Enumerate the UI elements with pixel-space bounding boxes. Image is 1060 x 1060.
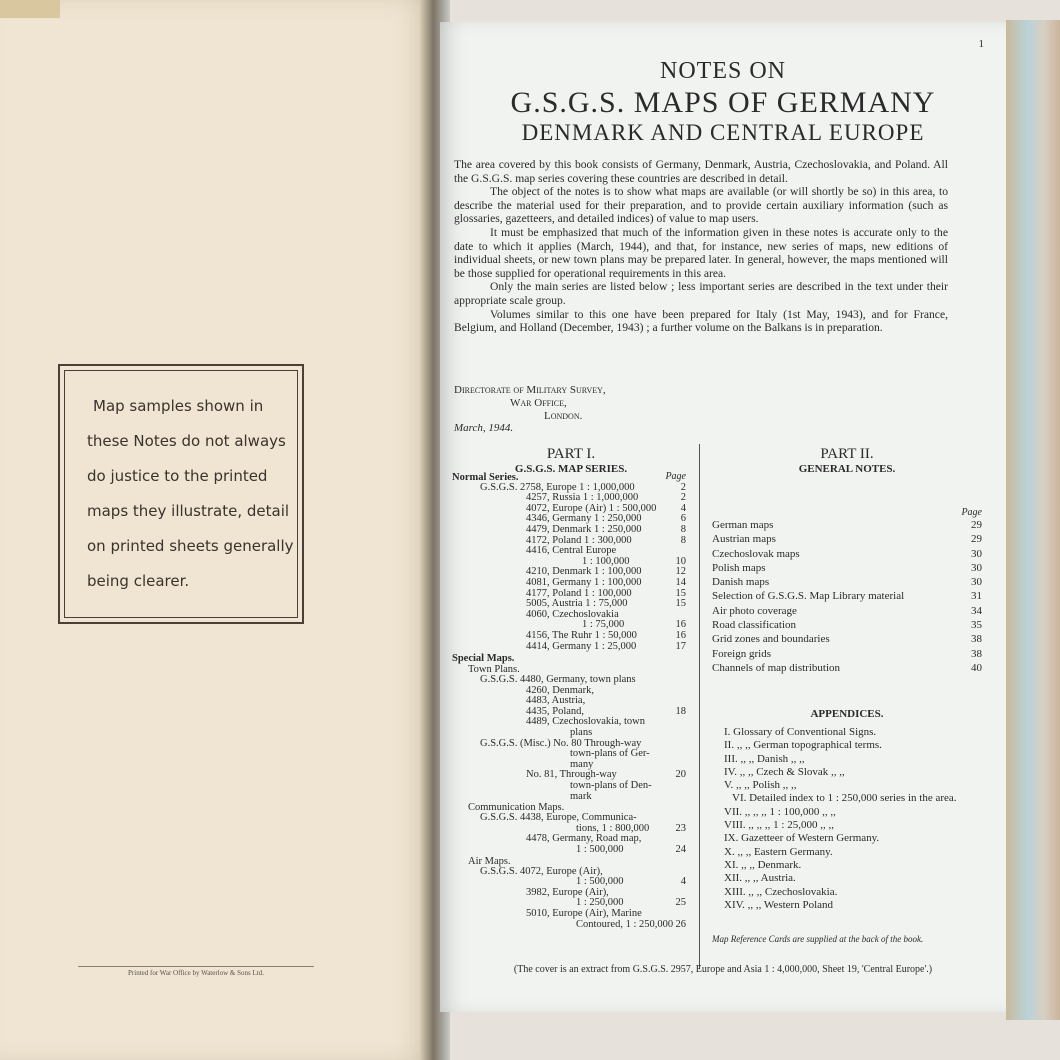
air-row-page: 4 bbox=[680, 876, 686, 888]
normal-series-header bbox=[452, 472, 690, 483]
general-note-label: Czechoslovak maps bbox=[712, 547, 800, 560]
notice-line: on printed sheets generally bbox=[87, 537, 294, 555]
series-row bbox=[452, 610, 690, 621]
part1-header bbox=[452, 446, 690, 475]
series-row-label: 4072, Europe (Air) 1 : 500,000 bbox=[526, 502, 657, 514]
series-row-page: 2 bbox=[680, 481, 686, 493]
series-row bbox=[452, 546, 690, 557]
general-note-label: Air photo coverage bbox=[712, 604, 797, 617]
general-note-page: 29 bbox=[971, 519, 982, 531]
air-row-label: 1 : 500,000 bbox=[576, 876, 624, 888]
series-row-label: 4346, Germany 1 : 250,000 bbox=[526, 513, 642, 525]
air-row-page: 26 bbox=[675, 918, 686, 930]
general-note-page: 40 bbox=[971, 661, 982, 674]
communication-row-label: 4478, Germany, Road map, bbox=[526, 833, 642, 845]
general-note-label: German maps bbox=[712, 519, 774, 531]
general-note-row bbox=[712, 589, 982, 603]
air-row-label: G.S.G.S. 4072, Europe (Air), bbox=[480, 865, 603, 877]
air-row bbox=[452, 888, 690, 899]
series-row bbox=[452, 642, 690, 653]
air-maps-rows bbox=[452, 867, 690, 931]
series-row-label: 4210, Denmark 1 : 100,000 bbox=[526, 566, 642, 578]
normal-series-rows bbox=[452, 483, 690, 653]
notice-line: maps they illustrate, detail bbox=[87, 502, 290, 520]
part1-series-list bbox=[452, 472, 690, 930]
appendix-row: IV. ,, ,, Czech & Slovak ,, ,, bbox=[724, 765, 845, 778]
appendices bbox=[712, 708, 982, 912]
communication-maps-label: Communication Maps. bbox=[468, 802, 565, 814]
part1-heading: PART I. bbox=[546, 446, 596, 462]
intro-paragraph: Volumes similar to this one have been prepared for Italy (1st May, 1943), and for France, Belgium, and Holland (December, 1943) ; a further volume on the Balkans is in preparation. bbox=[454, 307, 948, 335]
series-row-label: 4081, Germany 1 : 100,000 bbox=[526, 576, 642, 588]
special-maps-rows bbox=[452, 675, 690, 802]
right-page bbox=[440, 22, 1006, 1012]
appendix-row: IX. Gazetteer of Western Germany. bbox=[724, 832, 880, 845]
cards-note: Map Reference Cards are supplied at the back of the book. bbox=[712, 934, 924, 944]
series-row-page: 8 bbox=[680, 534, 686, 546]
appendix-row: XIV. ,, ,, Western Poland bbox=[724, 898, 834, 911]
series-row-label: 4479, Denmark 1 : 250,000 bbox=[526, 523, 642, 535]
general-note-label: Selection of G.S.G.S. Map Library material bbox=[712, 590, 905, 603]
special-row-label: 4489, Czechoslovakia, town bbox=[526, 716, 645, 728]
communication-row-page: 24 bbox=[675, 844, 686, 855]
general-note-row bbox=[712, 561, 982, 575]
appendix-row: III. ,, ,, Danish ,, ,, bbox=[724, 752, 805, 765]
normal-series-label: Normal Series. bbox=[452, 472, 519, 483]
general-note-label: Austrian maps bbox=[712, 533, 776, 546]
title-line-3: DENMARK AND CENTRAL EUROPE bbox=[521, 120, 925, 145]
column-divider bbox=[699, 444, 700, 969]
series-row bbox=[452, 631, 690, 642]
special-row-label: many bbox=[570, 758, 594, 770]
notice-line: these Notes do not always bbox=[87, 432, 286, 450]
series-row-label: 4156, The Ruhr 1 : 50,000 bbox=[526, 629, 637, 641]
general-note-page: 30 bbox=[971, 547, 982, 560]
intro-paragraph: The area covered by this book consists of Germany, Denmark, Austria, Czechoslovakia, and Poland. All the G.S.G.S. map series covering these countries are described in detail. bbox=[454, 158, 948, 185]
signature-block bbox=[454, 384, 606, 423]
air-row-label: Contoured, 1 : 250,000 bbox=[576, 918, 674, 930]
air-row bbox=[452, 867, 690, 878]
cover-footnote: (The cover is an extract from G.S.G.S. 2957, Europe and Asia 1 : 4,000,000, Sheet 19, 'Central Europe'.) bbox=[513, 964, 933, 975]
footer-rule bbox=[78, 966, 314, 967]
special-row-label: 4483, Austria, bbox=[526, 695, 586, 707]
notice-line: being clearer. bbox=[87, 572, 190, 590]
printer-footer: Printed for War Office by Waterlow & Sons Ltd. bbox=[128, 969, 264, 977]
special-row-label: G.S.G.S. (Misc.) No. 80 Through-way bbox=[480, 737, 642, 749]
series-row-page: 6 bbox=[680, 513, 686, 525]
title-line-2: G.S.G.S. MAPS OF GERMANY bbox=[510, 86, 936, 119]
part2-notes-list bbox=[712, 507, 982, 675]
series-row-label: 4416, Central Europe bbox=[526, 545, 617, 557]
special-row-label: No. 81, Through-way bbox=[526, 769, 617, 781]
notice-text bbox=[87, 389, 294, 599]
air-row bbox=[452, 909, 690, 920]
general-note-label: Foreign grids bbox=[712, 647, 771, 660]
notice-line: do justice to the printed bbox=[87, 467, 268, 485]
intro-paragraph: The object of the notes is to show what maps are available (or will shortly be so) in this area, to describe the material used for their preparation, and to provide certain auxiliary information (such as glossaries, gazetteers, and detailed indices) of value to map users. bbox=[454, 185, 948, 226]
page-column-label: Page bbox=[665, 471, 686, 482]
part2-subheading: GENERAL NOTES. bbox=[798, 463, 896, 475]
air-maps-label: Air Maps. bbox=[468, 855, 511, 867]
air-row-page: 25 bbox=[675, 897, 686, 909]
special-row-label: mark bbox=[570, 790, 592, 802]
air-row bbox=[452, 920, 690, 931]
general-note-label: Polish maps bbox=[712, 561, 766, 574]
air-row-label: 3982, Europe (Air), bbox=[526, 886, 609, 898]
appendix-row: VII. ,, ,, ,, 1 : 100,000 ,, ,, bbox=[724, 805, 836, 818]
general-note-label: Grid zones and boundaries bbox=[712, 633, 830, 646]
series-row-page: 16 bbox=[675, 629, 686, 641]
part2-heading: PART II. bbox=[820, 446, 874, 462]
special-row bbox=[452, 792, 690, 803]
general-notes-rows bbox=[712, 518, 982, 675]
general-note-page: 34 bbox=[971, 604, 982, 617]
appendix-row: II. ,, ,, German topographical terms. bbox=[724, 739, 882, 752]
series-row-page: 15 bbox=[675, 598, 686, 610]
series-row-page: 8 bbox=[680, 523, 686, 535]
special-row-label: 4260, Denmark, bbox=[526, 684, 594, 696]
special-row-page: 18 bbox=[675, 705, 686, 717]
general-note-page: 38 bbox=[971, 633, 982, 646]
series-row-page: 12 bbox=[675, 566, 686, 578]
general-note-row bbox=[712, 661, 982, 675]
appendix-row: VIII. ,, ,, ,, 1 : 25,000 ,, ,, bbox=[724, 819, 834, 832]
appendix-row: VI. Detailed index to 1 : 250,000 series in the area. bbox=[732, 792, 957, 805]
signature-line: War Office, bbox=[510, 397, 567, 409]
general-note-page: 29 bbox=[971, 533, 982, 546]
air-row-label: 5010, Europe (Air), Marine bbox=[526, 907, 642, 919]
series-row-label: 4060, Czechoslovakia bbox=[526, 608, 619, 620]
appendix-row: X. ,, ,, Eastern Germany. bbox=[724, 845, 833, 858]
series-row-page: 10 bbox=[675, 555, 686, 567]
special-row-label: town-plans of Den- bbox=[570, 780, 652, 792]
general-note-page: 30 bbox=[971, 561, 982, 574]
intro-paragraph: Only the main series are listed below ; less important series are described in the text under their appropriate scale group. bbox=[454, 280, 948, 307]
town-plans-label: Town Plans. bbox=[468, 664, 520, 676]
publication-date: March, 1944. bbox=[454, 422, 514, 434]
special-row-page: 20 bbox=[675, 769, 686, 781]
series-row-label: 4414, Germany 1 : 25,000 bbox=[526, 640, 637, 652]
series-row-page: 14 bbox=[675, 576, 686, 588]
special-row-label: G.S.G.S. 4480, Germany, town plans bbox=[480, 674, 636, 686]
general-note-label: Danish maps bbox=[712, 576, 770, 589]
appendix-row: XII. ,, ,, Austria. bbox=[724, 872, 796, 885]
series-row-page: 2 bbox=[680, 492, 686, 504]
left-page bbox=[0, 0, 430, 1060]
general-note-page: 38 bbox=[971, 647, 982, 660]
part2-header bbox=[712, 446, 982, 475]
series-row-page: 17 bbox=[675, 640, 686, 652]
title-line-1: NOTES ON bbox=[660, 58, 786, 84]
general-note-row bbox=[712, 575, 982, 589]
part1-subheading: G.S.G.S. MAP SERIES. bbox=[514, 463, 628, 475]
appendices-rows bbox=[712, 726, 982, 912]
appendix-row: XI. ,, ,, Denmark. bbox=[724, 858, 802, 871]
communication-row-page: 23 bbox=[675, 822, 686, 834]
communication-row-label: G.S.G.S. 4438, Europe, Communica- bbox=[480, 812, 637, 824]
communication-maps-rows bbox=[452, 813, 690, 855]
special-maps-label: Special Maps. bbox=[452, 653, 515, 665]
intro-text bbox=[454, 158, 948, 335]
map-samples-notice bbox=[58, 364, 304, 624]
general-note-label: Channels of map distribution bbox=[712, 661, 841, 674]
general-note-row bbox=[712, 518, 982, 532]
series-row-page: 4 bbox=[680, 502, 686, 514]
special-row-label: 4435, Poland, bbox=[526, 705, 585, 717]
page-column-label: Page bbox=[961, 507, 982, 518]
series-row-label: 4257, Russia 1 : 1,000,000 bbox=[526, 492, 639, 504]
signature-line: Directorate of Military Survey, bbox=[454, 384, 606, 396]
special-row-label: plans bbox=[570, 727, 593, 739]
general-note-label: Road classification bbox=[712, 619, 797, 632]
series-row-label: 4177, Poland 1 : 100,000 bbox=[526, 587, 632, 599]
series-row-label: 4172, Poland 1 : 300,000 bbox=[526, 534, 632, 546]
page-stack-edge bbox=[1006, 20, 1060, 1020]
signature-line: London. bbox=[544, 410, 583, 422]
communication-row bbox=[452, 834, 690, 845]
general-note-page: 30 bbox=[971, 576, 982, 589]
series-row-label: 5005, Austria 1 : 75,000 bbox=[526, 598, 628, 610]
special-row-label: town-plans of Ger- bbox=[570, 748, 650, 760]
series-row-label: 1 : 100,000 bbox=[582, 555, 630, 567]
communication-row bbox=[452, 845, 690, 856]
general-note-row bbox=[712, 632, 982, 646]
series-row-label: 1 : 75,000 bbox=[582, 619, 625, 631]
general-note-row bbox=[712, 647, 982, 661]
intro-paragraph: It must be emphasized that much of the information given in these notes is accurate only to the date to which it applies (March, 1944), and that, for instance, new series of maps, new editions of individual sheets, or new town plans may be prepared later. In general, however, the maps mentioned will be those supplied for operational requirements in this area. bbox=[454, 225, 948, 280]
appendix-row: I. Glossary of Conventional Signs. bbox=[724, 726, 877, 738]
appendix-row: XIII. ,, ,, Czechoslovakia. bbox=[724, 885, 838, 898]
general-note-page: 35 bbox=[971, 619, 982, 632]
series-row bbox=[452, 525, 690, 536]
series-row-label: G.S.G.S. 2758, Europe 1 : 1,000,000 bbox=[480, 481, 635, 493]
communication-row-label: 1 : 500,000 bbox=[576, 844, 624, 855]
appendices-heading: APPENDICES. bbox=[810, 708, 884, 720]
appendix-row: V. ,, ,, Polish ,, ,, bbox=[724, 779, 797, 792]
notice-line: Map samples shown in bbox=[93, 397, 264, 415]
general-note-row bbox=[712, 604, 982, 618]
general-note-row bbox=[712, 547, 982, 561]
series-row-page: 15 bbox=[675, 587, 686, 599]
page-number: 1 bbox=[978, 38, 984, 50]
general-note-page: 31 bbox=[971, 590, 982, 603]
air-row-label: 1 : 250,000 bbox=[576, 897, 624, 909]
communication-row-label: tions, 1 : 800,000 bbox=[576, 822, 650, 834]
series-row-page: 16 bbox=[675, 619, 686, 631]
communication-row bbox=[452, 813, 690, 824]
general-note-row bbox=[712, 532, 982, 546]
general-note-row bbox=[712, 618, 982, 632]
cover-map-strip bbox=[0, 0, 60, 18]
series-row bbox=[452, 578, 690, 589]
